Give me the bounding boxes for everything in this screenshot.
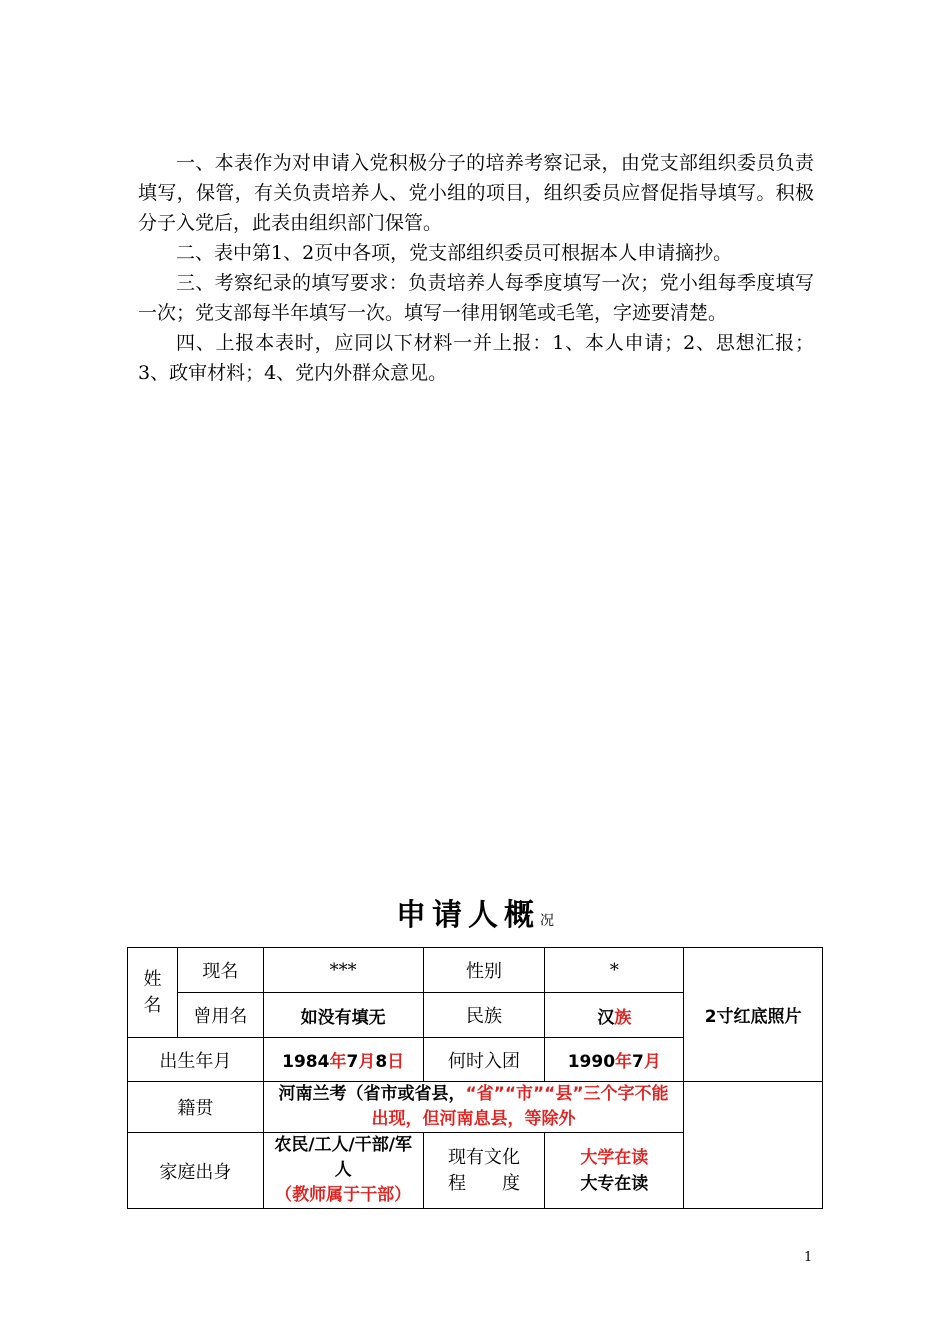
instruction-3: 三、考察纪录的填写要求：负责培养人每季度填写一次；党小组每季度填写一次；党支部每半年填写一次。填写一律用钢笔或毛笔，字迹要清楚。 [138,272,814,324]
applicant-info-table [127,947,823,1209]
instructions [138,148,814,388]
birth-month-unit: 月 [358,1052,376,1072]
education-label-line1: 现有文化 [447,1146,520,1168]
instruction-4: 四、上报本表时，应同以下材料一并上报：1、本人申请；2、思想汇报；3、政审材料；4、党内外群众意见。 [138,332,814,384]
family-origin-value [263,1133,423,1209]
native-place-label: 籍贯 [128,1082,264,1133]
section-title-tail: 况 [540,913,554,929]
league-year-unit: 年 [615,1052,633,1072]
ethnicity-value-b: 族 [614,1007,632,1028]
birth-year-unit: 年 [329,1052,347,1072]
league-year: 1990 [567,1052,616,1072]
education-value-b: 大专在读 [580,1173,649,1194]
native-place-value [263,1082,683,1133]
birth-year: 1984 [282,1052,330,1072]
former-name-label: 曾用名 [177,993,263,1038]
instruction-1: 一、本表作为对申请入党积极分子的培养考察记录，由党支部组织委员负责填写，保管，有关负责培养人、党小组的项目，组织委员应督促指导填写。积极分子入党后，此表由组织部门保管。 [138,152,814,234]
photo-spacer [684,1082,823,1133]
family-origin-label: 家庭出身 [128,1133,264,1209]
native-place-value-b: “省”“市”“县”三个字不能出现，但河南息县，等除外 [371,1084,669,1129]
league-join-label: 何时入团 [423,1038,545,1082]
current-name-label: 现名 [177,948,263,993]
education-label-line2: 程 度 [447,1172,520,1194]
birth-day: 8 [375,1052,388,1072]
education-label [423,1133,545,1209]
education-value-a: 大学在读 [580,1147,649,1168]
league-join-value [545,1038,684,1082]
ethnicity-value-a: 汉 [597,1007,615,1028]
current-name-value: *** [263,948,423,993]
birth-month: 7 [346,1052,359,1072]
education-value [545,1133,684,1209]
gender-label: 性别 [423,948,545,993]
family-origin-value-a: 农民/工人/干部/军人 [274,1135,412,1180]
birth-value [263,1038,423,1082]
native-place-value-a: 河南兰考（省市或省县， [278,1084,466,1104]
ethnicity-label: 民族 [423,993,545,1038]
instruction-2: 二、表中第1、2页中各项，党支部组织委员可根据本人申请摘抄。 [176,242,733,264]
empty-cell [684,1133,823,1209]
league-month: 7 [632,1052,644,1072]
former-name-value: 如没有填无 [263,993,423,1038]
photo-placeholder: 2寸红底照片 [684,948,823,1082]
birth-label: 出生年月 [128,1038,264,1082]
ethnicity-value [545,993,684,1038]
league-month-unit: 月 [643,1052,661,1072]
section-title [0,890,950,934]
section-title-main: 申请人概 [396,898,540,933]
name-group-label: 姓 名 [128,948,178,1038]
birth-day-unit: 日 [387,1052,405,1072]
family-origin-value-b: （教师属于干部） [275,1185,412,1205]
gender-value: * [545,948,684,993]
page-number: 1 [804,1250,813,1265]
